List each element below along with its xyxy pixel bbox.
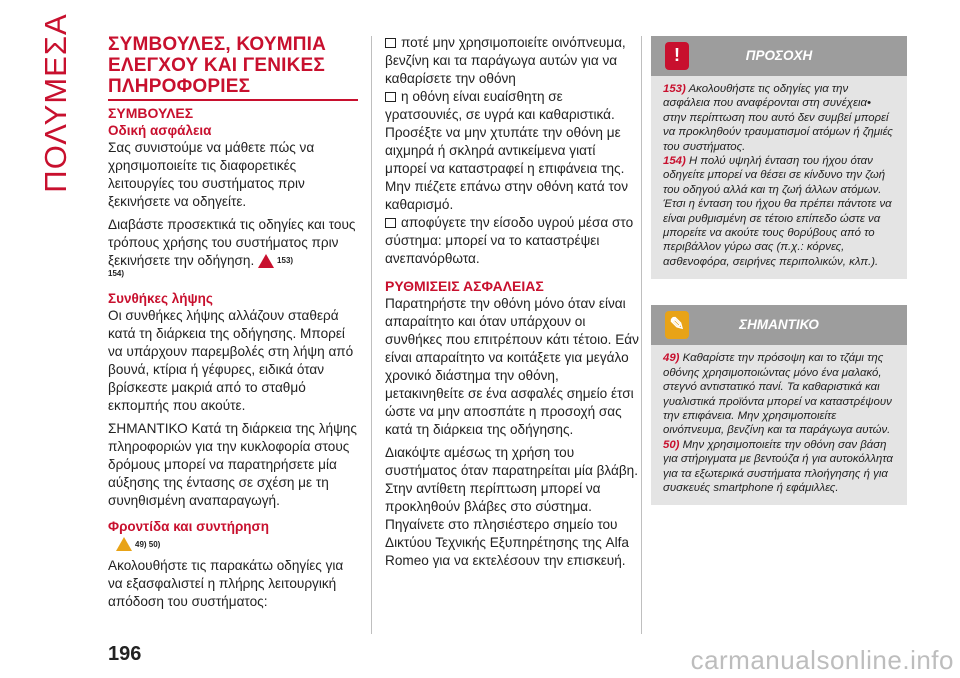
warning-panel-header <box>651 36 907 76</box>
note-text: Ακολουθήστε τις οδηγίες για την ασφάλεια που αναφέρονται στη συνέχεια• στην περίπτωση που αυτό δεν συμβεί μπορεί να προκληθούν τραυματισμοί ατόμων ή ζημιές του συστήματος. <box>663 83 893 153</box>
note-text: Η πολύ υψηλή ένταση του ήχου όταν οδηγείτε μπορεί να θέσει σε κίνδυνο την ζωή του οδηγού αλλά και τη ζωή άλλων ατόμων. Έτσι η ένταση του ήχου θα πρέπει πάντοτε να είναι ρυθμισμένη σε τέτοιο επίπεδο ώστε να μπορείτε να ακούτε τους θορύβους από το περιβάλλον γύρω σας (π.χ.: κόρνες, ασθενοφόρα, σειρήνες περιπολικών, κλπ.). <box>663 155 892 268</box>
side-tab-label: ΠΟΛΥΜΕΣΑ <box>38 12 73 193</box>
note-number: 49) <box>663 352 680 365</box>
checkbox-bullet-icon <box>385 218 396 228</box>
warning-panel-title: ΠΡΟΣΟΧΗ <box>745 48 813 63</box>
important-note-50 <box>663 438 897 496</box>
subheading-care: Φροντίδα και συντήρηση <box>108 519 270 535</box>
warning-ref-154[interactable]: 154) <box>108 269 125 279</box>
caution-icon: ✎ <box>665 311 689 339</box>
care-paragraph-1: Ακολουθήστε τις παρακάτω οδηγίες για να εξασφαλιστεί η πλήρης λειτουργική απόδοση του συστήματος: <box>108 558 344 610</box>
road-safety-paragraph-1: Σας συνιστούμε να μάθετε πώς να χρησιμοποιείτε τις διαφορετικές λειτουργίες του συστήματος πριν ξεκινήσετε να οδηγείτε. <box>108 140 315 209</box>
bullet-item-2-text: η οθόνη είναι ευαίσθητη σε γρατσουνιές, σε υγρά και καθαριστικά. Προσέξτε να μην χτυπάτε την οθόνη με αιχμηρά ή σκληρά αντικείμενα γιατί μπορεί να καταστραφεί η επιφάνεια της. Μην πιέζετε επάνω στην οθόνη κατά τον καθαρισμό. <box>385 89 629 212</box>
page-number: 196 <box>108 643 142 665</box>
warning-panel-body <box>651 76 907 279</box>
safety-paragraph-1: Παρατηρήστε την οθόνη μόνο όταν είναι απαραίτητο και όταν υπάρχουν οι συνθήκες που επιτρέπουν κάτι τέτοιο. Εάν είναι απαραίτητο να κοιτάξετε για μεγάλο χρονικό διάστημα την οθόνη, μετακινηθείτε σε ένα ασφαλές σημείο έτσι ώστε να μην αποσπάτε η προσοχή σας κατά τη διάρκεια της οδήγησης. <box>385 296 639 437</box>
note-number: 153) <box>663 83 686 95</box>
bullet-item-1-text: ποτέ μην χρησιμοποιείτε οινόπνευμα, βενζίνη και τα παράγωγα αυτών για να καθαρίσετε την οθόνη <box>385 35 626 86</box>
warning-triangle-icon <box>258 254 274 268</box>
important-panel-body <box>651 345 907 505</box>
important-panel-header <box>651 305 907 345</box>
care-refs-row <box>108 535 358 557</box>
bullet-item-3 <box>385 214 639 268</box>
reception-paragraph-1: Οι συνθήκες λήψης αλλάζουν σταθερά κατά τη διάρκεια της οδήγησης. Μπορεί να υπάρχουν παρεμβολές στη λήψη από βουνά, κτίρια ή γέφυρες, ειδικά όταν βρίσκεστε μακριά από το σταθμό εκπομπής που ακούτε. <box>108 308 354 414</box>
section-side-tab <box>36 12 76 193</box>
watermark: carmanualsonline.info <box>690 645 954 675</box>
column-1 <box>108 34 358 611</box>
section-heading-safety-settings: ΡΥΘΜΙΣΕΙΣ ΑΣΦΑΛΕΙΑΣ <box>385 278 544 294</box>
column-divider-1 <box>371 36 372 634</box>
important-panel <box>651 305 907 505</box>
section-heading-advice: ΣΥΜΒΟΥΛΕΣ <box>108 105 194 121</box>
warning-icon: ! <box>665 42 689 70</box>
column-2 <box>385 34 639 570</box>
note-text: Μην χρησιμοποιείτε την οθόνη σαν βάση για στήριγματα με βεντούζα ή για αυτοκόλλητα για τα εξωτερικά συστήματα πλοήγησης ή για συσκευές smartphone ή εφάμιλλες. <box>663 438 893 494</box>
safety-paragraph-2: Διακόψτε αμέσως τη χρήση του συστήματος όταν παρατηρείται μία βλάβη. Στην αντίθετη περίπτωση μπορεί να προκληθούν βλάβες στο σύστημα. Πηγαίνετε στο πλησιέστερο σημείο του Δικτύου Τεχνικής Εξυπηρέτησης της Alfa Romeo για να εκτελέσουν την επισκευή. <box>385 445 639 568</box>
warning-note-153 <box>663 82 897 154</box>
road-safety-paragraph-2 <box>108 216 358 270</box>
warning-ref-153[interactable]: 153) <box>277 256 294 266</box>
page-title: ΣΥΜΒΟΥΛΕΣ, ΚΟΥΜΠΙΑ ΕΛΕΓΧΟΥ ΚΑΙ ΓΕΝΙΚΕΣ ΠΛΗΡΟΦΟΡΙΕΣ <box>108 34 327 97</box>
note-number: 50) <box>663 438 680 451</box>
warning-note-154 <box>663 154 897 269</box>
checkbox-bullet-icon <box>385 38 396 48</box>
road-safety-paragraph-2-text: Διαβάστε προσεκτικά τις οδηγίες και τους τρόπους χρήσης του συστήματος πριν ξεκινήσετε την οδήγηση. <box>108 217 356 268</box>
warning-panel <box>651 36 907 279</box>
column-3 <box>651 36 907 505</box>
bullet-item-3-text: αποφύγετε την είσοδο υγρού μέσα στο σύστημα: μπορεί να το καταστρέψει ανεπανόρθωτα. <box>385 215 634 266</box>
title-divider <box>108 99 358 101</box>
column-divider-2 <box>641 36 642 634</box>
caution-triangle-icon <box>116 537 132 551</box>
caution-refs[interactable]: 49) 50) <box>135 539 161 549</box>
subheading-road-safety: Οδική ασφάλεια <box>108 123 212 138</box>
important-note-49 <box>663 351 897 437</box>
checkbox-bullet-icon <box>385 92 396 102</box>
reception-paragraph-2: ΣΗΜΑΝΤΙΚΟ Κατά τη διάρκεια της λήψης πληροφοριών για την κυκλοφορία στους δρόμους μπορεί να παρατηρήσετε μία αύξησης της έντασης σε σχέση με τη συνηθισμένη αναπαραγωγή. <box>108 421 357 509</box>
important-panel-title: ΣΗΜΑΝΤΙΚΟ <box>739 317 819 333</box>
bullet-item-1 <box>385 34 639 88</box>
note-number: 154) <box>663 155 686 168</box>
bullet-item-2 <box>385 88 639 214</box>
note-text: Καθαρίστε την πρόσοψη και το τζάμι της οθόνης χρησιμοποιώντας μόνο ένα μαλακό, στεγνό αντιστατικό πανί. Τα καθαριστικά και γυαλιστικά προϊόντα μπορεί να καταστρέψουν την επιφάνεια. Μην χρησιμοποιείτε οινόπνευμα, βενζίνη και τα παράγωγα αυτών. <box>663 352 892 437</box>
subheading-reception: Συνθήκες λήψης <box>108 291 213 307</box>
